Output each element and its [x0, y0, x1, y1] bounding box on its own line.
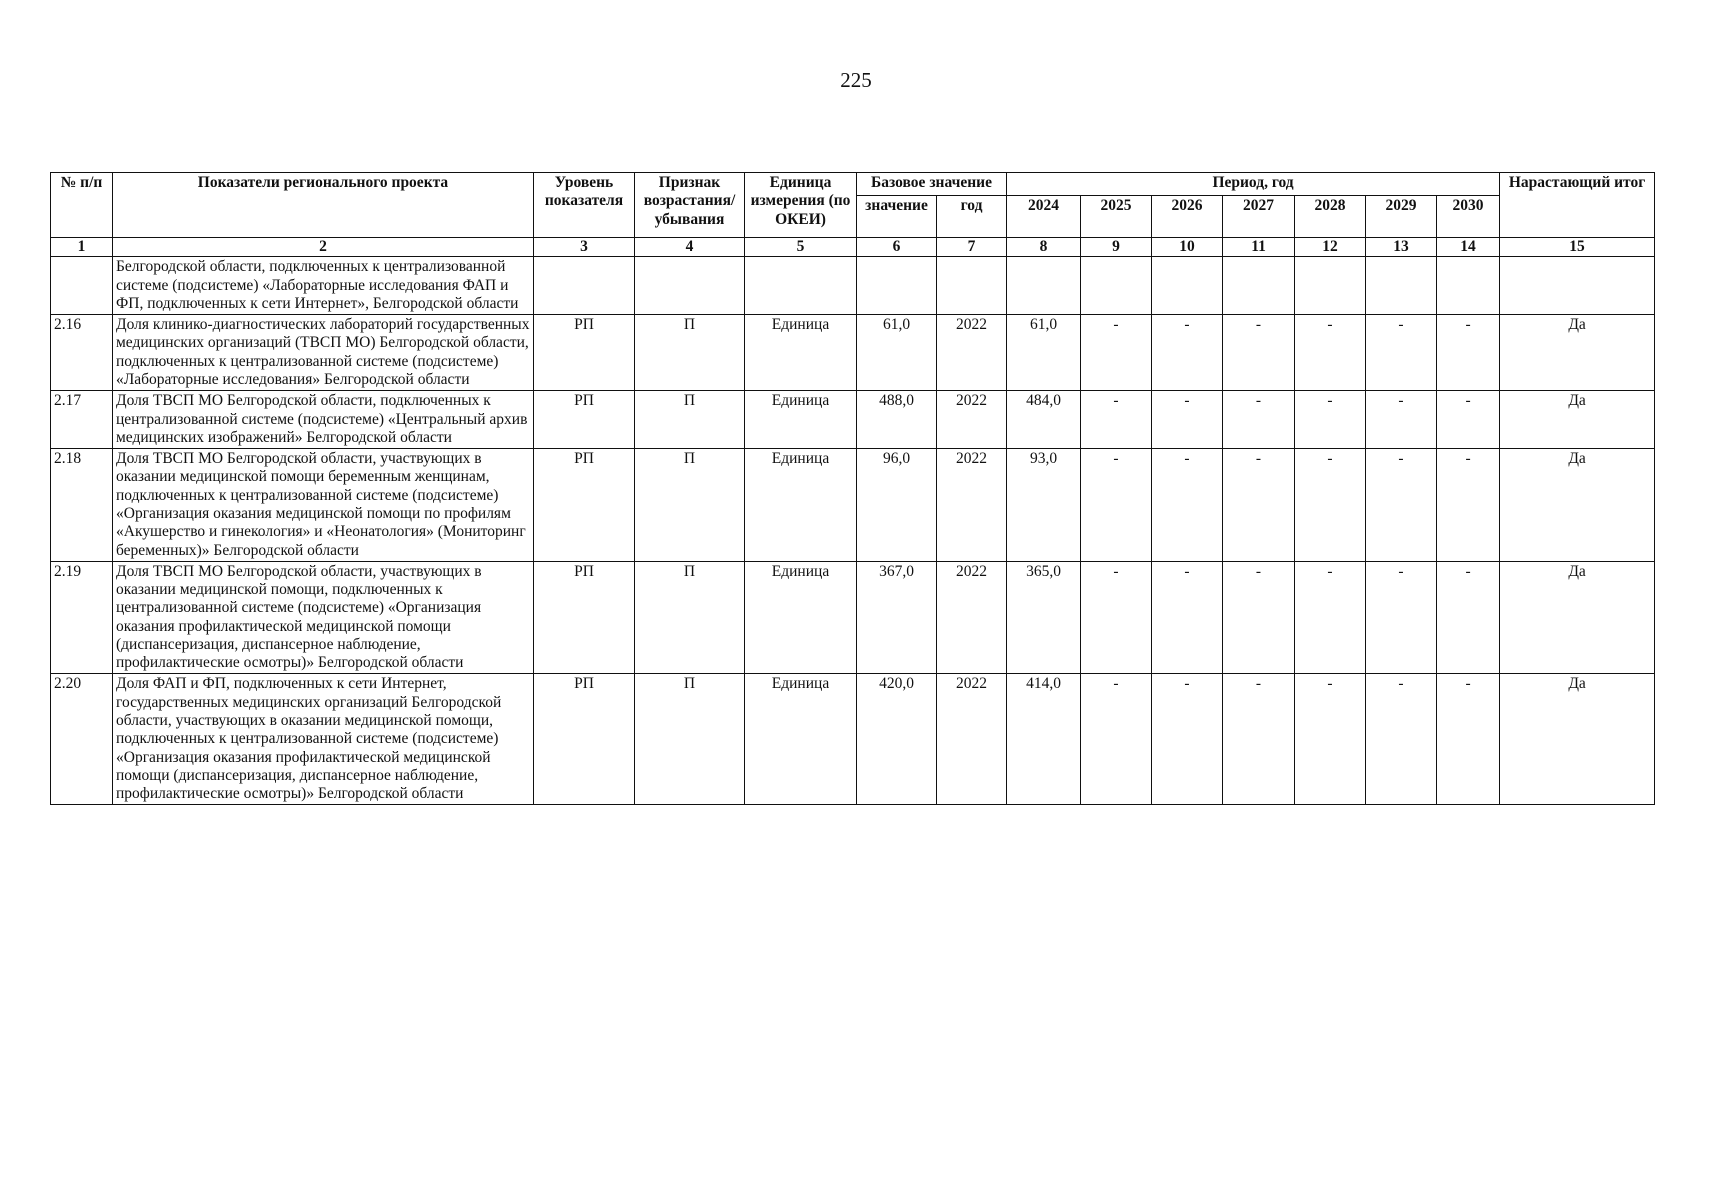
row-cumulative [1500, 257, 1655, 315]
row-sign: П [635, 391, 745, 449]
row-year-value: - [1366, 674, 1437, 805]
row-year-value: - [1366, 561, 1437, 674]
row-unit: Единица [745, 315, 857, 391]
page-number: 225 [840, 68, 872, 92]
row-year-value: - [1295, 674, 1366, 805]
row-year-value: - [1295, 391, 1366, 449]
row-base-value [857, 257, 937, 315]
column-number: 2 [113, 238, 534, 257]
header-base-value: значение [857, 196, 937, 238]
column-number: 13 [1366, 238, 1437, 257]
header-num: № п/п [51, 173, 113, 238]
row-year-value [1437, 257, 1500, 315]
row-year-value: - [1152, 449, 1223, 562]
row-cumulative: Да [1500, 674, 1655, 805]
column-number: 3 [534, 238, 635, 257]
row-year-value: - [1295, 449, 1366, 562]
row-cumulative: Да [1500, 561, 1655, 674]
column-number: 11 [1223, 238, 1295, 257]
column-number: 12 [1295, 238, 1366, 257]
column-number: 5 [745, 238, 857, 257]
row-base-year: 2022 [937, 561, 1007, 674]
row-sign [635, 257, 745, 315]
row-year-value: - [1437, 674, 1500, 805]
row-number: 2.17 [51, 391, 113, 449]
row-year-value [1366, 257, 1437, 315]
row-cumulative: Да [1500, 449, 1655, 562]
column-number: 7 [937, 238, 1007, 257]
row-indicator: Доля ТВСП МО Белгородской области, подключенных к централизованной системе (подсистеме) «Центральный архив медицинских изображений» Белгородской области [113, 391, 534, 449]
row-year-value: - [1223, 561, 1295, 674]
column-number: 14 [1437, 238, 1500, 257]
header-sign: Признак возрастания/ убывания [635, 173, 745, 238]
table-row [51, 315, 1655, 391]
row-year-value: - [1081, 674, 1152, 805]
row-unit: Единица [745, 449, 857, 562]
row-unit [745, 257, 857, 315]
table-header [51, 173, 1655, 257]
row-indicator: Доля клинико-диагностических лабораторий государственных медицинских организаций (ТВСП МО) Белгородской области, подключенных к централизованной системе (подсистеме) «Лабораторные исследования» Белгородской области [113, 315, 534, 391]
table-body [51, 257, 1655, 805]
row-year-value: - [1223, 315, 1295, 391]
row-year-value: - [1437, 449, 1500, 562]
row-sign: П [635, 449, 745, 562]
row-base-value: 488,0 [857, 391, 937, 449]
row-year-value: - [1366, 315, 1437, 391]
row-unit: Единица [745, 391, 857, 449]
indicators-table [50, 172, 1655, 805]
column-number: 8 [1007, 238, 1081, 257]
row-unit: Единица [745, 674, 857, 805]
header-year: 2030 [1437, 196, 1500, 238]
header-level: Уровень показателя [534, 173, 635, 238]
row-level: РП [534, 315, 635, 391]
row-base-value: 420,0 [857, 674, 937, 805]
row-year-value: - [1152, 315, 1223, 391]
table-row [51, 561, 1655, 674]
table-row [51, 674, 1655, 805]
header-indicator: Показатели регионального проекта [113, 173, 534, 238]
row-base-value: 96,0 [857, 449, 937, 562]
row-year-value [1081, 257, 1152, 315]
header-year: 2026 [1152, 196, 1223, 238]
row-year-value: - [1223, 674, 1295, 805]
row-year-value: - [1152, 561, 1223, 674]
row-year-value: - [1437, 391, 1500, 449]
row-year-value: - [1152, 391, 1223, 449]
row-year-value: 365,0 [1007, 561, 1081, 674]
row-year-value: 61,0 [1007, 315, 1081, 391]
row-level: РП [534, 561, 635, 674]
row-base-year [937, 257, 1007, 315]
row-year-value: - [1437, 561, 1500, 674]
column-number: 15 [1500, 238, 1655, 257]
row-level: РП [534, 391, 635, 449]
row-level: РП [534, 449, 635, 562]
row-level [534, 257, 635, 315]
row-level: РП [534, 674, 635, 805]
column-numbers-row [51, 238, 1655, 257]
header-year: 2027 [1223, 196, 1295, 238]
row-year-value: 414,0 [1007, 674, 1081, 805]
row-sign: П [635, 674, 745, 805]
row-number: 2.18 [51, 449, 113, 562]
row-year-value [1223, 257, 1295, 315]
table-row [51, 257, 1655, 315]
column-number: 1 [51, 238, 113, 257]
row-base-year: 2022 [937, 315, 1007, 391]
row-base-year: 2022 [937, 449, 1007, 562]
row-unit: Единица [745, 561, 857, 674]
row-indicator: Доля ТВСП МО Белгородской области, участвующих в оказании медицинской помощи, подключенных к централизованной системе (подсистеме) «Организация оказания профилактической медицинской помощи (диспансеризация, диспансерное наблюдение, профилактические осмотры)» Белгородской области [113, 561, 534, 674]
header-base: Базовое значение [857, 173, 1007, 196]
header-year: 2024 [1007, 196, 1081, 238]
row-year-value [1295, 257, 1366, 315]
row-year-value: 484,0 [1007, 391, 1081, 449]
row-year-value: - [1223, 391, 1295, 449]
row-indicator: Белгородской области, подключенных к централизованной системе (подсистеме) «Лабораторные исследования ФАП и ФП, подключенных к сети Интернет», Белгородской области [113, 257, 534, 315]
row-year-value: - [1295, 561, 1366, 674]
header-year: 2025 [1081, 196, 1152, 238]
header-year: 2029 [1366, 196, 1437, 238]
row-year-value: - [1223, 449, 1295, 562]
column-number: 6 [857, 238, 937, 257]
row-number: 2.19 [51, 561, 113, 674]
row-cumulative: Да [1500, 391, 1655, 449]
row-base-year: 2022 [937, 674, 1007, 805]
header-base-year: год [937, 196, 1007, 238]
row-number [51, 257, 113, 315]
column-number: 9 [1081, 238, 1152, 257]
column-number: 10 [1152, 238, 1223, 257]
header-unit: Единица измерения (по ОКЕИ) [745, 173, 857, 238]
table-row [51, 391, 1655, 449]
header-period: Период, год [1007, 173, 1500, 196]
header-year: 2028 [1295, 196, 1366, 238]
row-year-value: - [1295, 315, 1366, 391]
row-indicator: Доля ФАП и ФП, подключенных к сети Интернет, государственных медицинских организаций Белгородской области, участвующих в оказании медицинской помощи, подключенных к централизованной системе (подсистеме) «Организация оказания профилактической медицинской помощи (диспансеризация, диспансерное наблюдение, профилактические осмотры)» Белгородской области [113, 674, 534, 805]
row-year-value: - [1437, 315, 1500, 391]
row-year-value: - [1366, 449, 1437, 562]
table-row [51, 449, 1655, 562]
row-indicator: Доля ТВСП МО Белгородской области, участвующих в оказании медицинской помощи беременным женщинам, подключенных к централизованной системе (подсистеме) «Организация оказания медицинской помощи по профилям «Акушерство и гинекология» и «Неонатология» (Мониторинг беременных)» Белгородской области [113, 449, 534, 562]
row-number: 2.20 [51, 674, 113, 805]
row-year-value [1007, 257, 1081, 315]
row-year-value: - [1081, 561, 1152, 674]
row-year-value: - [1081, 391, 1152, 449]
header-cumulative: Нарастающий итог [1500, 173, 1655, 238]
row-year-value: 93,0 [1007, 449, 1081, 562]
row-year-value: - [1366, 391, 1437, 449]
column-number: 4 [635, 238, 745, 257]
row-base-year: 2022 [937, 391, 1007, 449]
row-base-value: 61,0 [857, 315, 937, 391]
row-year-value: - [1081, 449, 1152, 562]
row-sign: П [635, 561, 745, 674]
row-base-value: 367,0 [857, 561, 937, 674]
row-number: 2.16 [51, 315, 113, 391]
row-year-value: - [1152, 674, 1223, 805]
row-cumulative: Да [1500, 315, 1655, 391]
row-year-value: - [1081, 315, 1152, 391]
row-year-value [1152, 257, 1223, 315]
row-sign: П [635, 315, 745, 391]
